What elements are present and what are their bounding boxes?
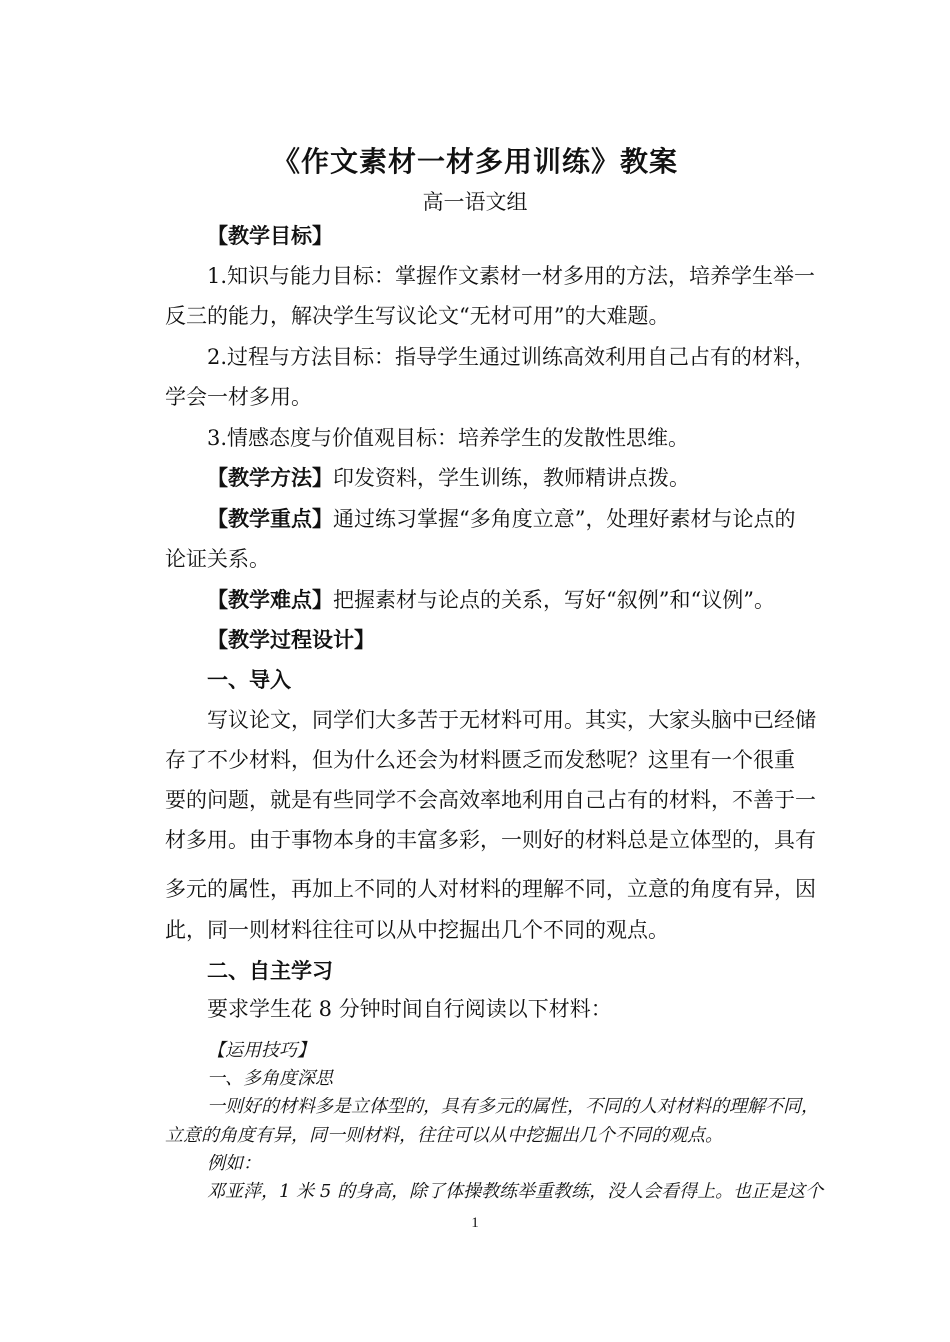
part1-heading: 一、导入 bbox=[207, 667, 291, 692]
keypoint-line2: 论证关系。 bbox=[165, 547, 270, 571]
example-line: 邓亚萍，1 米 5 的身高，除了体操教练举重教练，没人会看得上。也正是这个 bbox=[207, 1181, 824, 1202]
intro-line: 要的问题，就是有些同学不会高效率地利用自己占有的材料，不善于一 bbox=[165, 788, 816, 812]
goal3-line1: 3.情感态度与价值观目标：培养学生的发散性思维。 bbox=[207, 426, 690, 450]
difficulty-paragraph bbox=[207, 584, 775, 614]
keypoint-text: 通过练习掌握“多角度立意”，处理好素材与论点的 bbox=[333, 507, 796, 531]
goal1-line1: 1.知识与能力目标：掌握作文素材一材多用的方法，培养学生举一 bbox=[207, 264, 816, 288]
goals-heading: 【教学目标】 bbox=[207, 223, 333, 248]
goal1-line2: 反三的能力，解决学生写议论文“无材可用”的大难题。 bbox=[165, 304, 670, 328]
intro-line: 材多用。由于事物本身的丰富多彩，一则好的材料总是立体型的，具有 bbox=[165, 828, 816, 852]
difficulty-label: 【教学难点】 bbox=[207, 587, 333, 612]
intro-line: 写议论文，同学们大多苦于无材料可用。其实，大家头脑中已经储 bbox=[207, 708, 816, 732]
part2-text: 要求学生花 8 分钟时间自行阅读以下材料： bbox=[207, 997, 612, 1021]
goal2-line1: 2.过程与方法目标：指导学生通过训练高效利用自己占有的材料， bbox=[207, 345, 816, 369]
process-heading: 【教学过程设计】 bbox=[207, 627, 375, 652]
difficulty-text: 把握素材与论点的关系，写好“叙例”和“议例”。 bbox=[333, 588, 775, 612]
tips-line2: 立意的角度有异，同一则材料，往往可以从中挖掘出几个不同的观点。 bbox=[165, 1125, 723, 1146]
intro-line: 多元的属性，再加上不同的人对材料的理解不同，立意的角度有异，因 bbox=[165, 877, 816, 901]
tips-subheading: 一、多角度深思 bbox=[207, 1068, 333, 1089]
document-subtitle: 高一语文组 bbox=[422, 190, 528, 214]
tips-line1: 一则好的材料多是立体型的，具有多元的属性，不同的人对材料的理解不同， bbox=[207, 1096, 819, 1117]
intro-line: 此，同一则材料往往可以从中挖掘出几个不同的观点。 bbox=[165, 918, 669, 942]
document-title: 《作文素材一材多用训练》教案 bbox=[271, 145, 678, 178]
page-number: 1 bbox=[471, 1215, 479, 1231]
keypoint-label: 【教学重点】 bbox=[207, 506, 333, 531]
keypoint-paragraph bbox=[207, 503, 795, 533]
tips-heading: 【运用技巧】 bbox=[207, 1040, 315, 1061]
example-label: 例如： bbox=[207, 1153, 261, 1174]
method-label: 【教学方法】 bbox=[207, 465, 333, 490]
intro-line: 存了不少材料，但为什么还会为材料匮乏而发愁呢？这里有一个很重 bbox=[165, 748, 795, 772]
method-paragraph bbox=[207, 462, 690, 492]
goal2-line2: 学会一材多用。 bbox=[165, 385, 312, 409]
method-text: 印发资料，学生训练，教师精讲点拨。 bbox=[333, 466, 690, 490]
part2-heading: 二、自主学习 bbox=[207, 958, 333, 983]
